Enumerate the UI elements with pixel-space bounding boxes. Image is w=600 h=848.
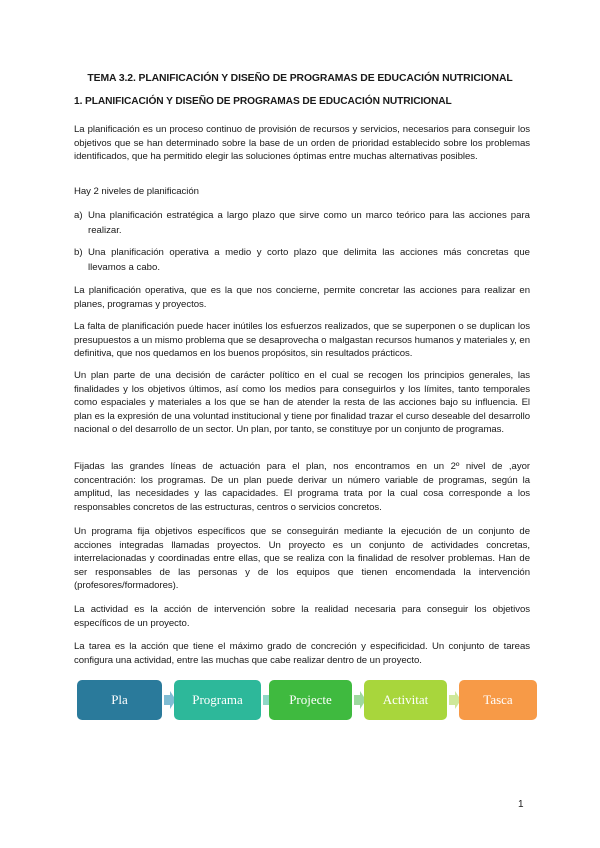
paragraph-projects: Un programa fija objetivos específicos que se conseguirán mediante la ejecución de un conjunto de acciones integradas llamadas proyectos. Un proyecto es un conjunto de actividades concretas, interrelacionadas y coordinadas entre ellas, que se realiza con la finalidad de resolver problemas. Han de ser responsables de las personas y de los equipos que tienen encomendada la intervención (profesores/formadores). [74, 526, 530, 592]
list-item-text: Una planificación operativa a medio y corto plazo que delimita las acciones más concretas que llevamos a cabo. [88, 247, 530, 273]
paragraph-levels-intro: Hay 2 niveles de planificación [74, 186, 199, 197]
paragraph-programs: Fijadas las grandes líneas de actuación para el plan, nos encontramos en un 2º nivel de ,ayor concentración: los programas. De un plan puede derivar un número variable de programas, según la amplitud, las necesidades y las capacidades. El programa trata por la cual cosa corresponde a los responsables concretos de las estructuras, centros o servicios concretos. [74, 461, 530, 513]
paragraph-plan: Un plan parte de una decisión de carácter político en el cual se recogen los principios generales, las finalidades y los objetivos últimos, así como los medios para conseguirlos y los límites, tanto temporales como espaciales y materiales a los que se han de atender la resta de las acciones bajo su influencia. El plan es la expresión de una voluntad institucional y tiene por finalidad trazar el curso deseable del desarrollo nacional o del desarrollo de un sector. Un plan, por tanto, se constituye por un conjunto de programas. [74, 370, 530, 436]
document-title: TEMA 3.2. PLANIFICACIÓN Y DISEÑO DE PROGRAMAS DE EDUCACIÓN NUTRICIONAL [87, 73, 513, 84]
flow-step-tasca: Tasca [459, 680, 537, 720]
list-marker: a) [74, 210, 83, 221]
flow-step-activitat: Activitat [364, 680, 447, 720]
paragraph-lack-of-planning: La falta de planificación puede hacer inútiles los esfuerzos realizados, que se superponen o se duplican los presupuestos a un mismo problema que se desaprovecha o malgastan recursos humanos y materiales y, en definitiva, que nos quedamos en los buenos propósitos, sin resultados prácticos. [74, 321, 530, 360]
paragraph-operative: La planificación operativa, que es la que nos concierne, permite concretar las acciones para realizar en planes, programas y proyectos. [74, 285, 530, 310]
paragraph-task: La tarea es la acción que tiene el máximo grado de concreción y especificidad. Un conjunto de tareas configura una actividad, entre las muchas que cabe realizar dentro de un proyecto. [74, 641, 530, 666]
paragraph-activity: La actividad es la acción de intervención sobre la realidad necesaria para conseguir los objetivos específicos de un proyecto. [74, 604, 530, 629]
list-item-text: Una planificación estratégica a largo plazo que sirve como un marco teórico para las acciones para realizar. [88, 210, 530, 236]
page-number: 1 [518, 799, 524, 810]
flow-step-pla: Pla [77, 680, 162, 720]
planning-flow-diagram [77, 680, 537, 722]
list-item-b [74, 245, 530, 275]
list-marker: b) [74, 247, 83, 258]
section-heading: 1. PLANIFICACIÓN Y DISEÑO DE PROGRAMAS DE EDUCACIÓN NUTRICIONAL [74, 96, 452, 107]
paragraph-definition: La planificación es un proceso continuo de provisión de recursos y servicios, necesarios para conseguir los objetivos que se han determinado sobre la base de un orden de prioridad establecido sobre los problemas identificados, que ha permitido elegir las soluciones óptimas entre muchas alternativas posibles. [74, 124, 530, 163]
flow-step-projecte: Projecte [269, 680, 352, 720]
flow-step-programa: Programa [174, 680, 261, 720]
list-item-a [74, 208, 530, 238]
